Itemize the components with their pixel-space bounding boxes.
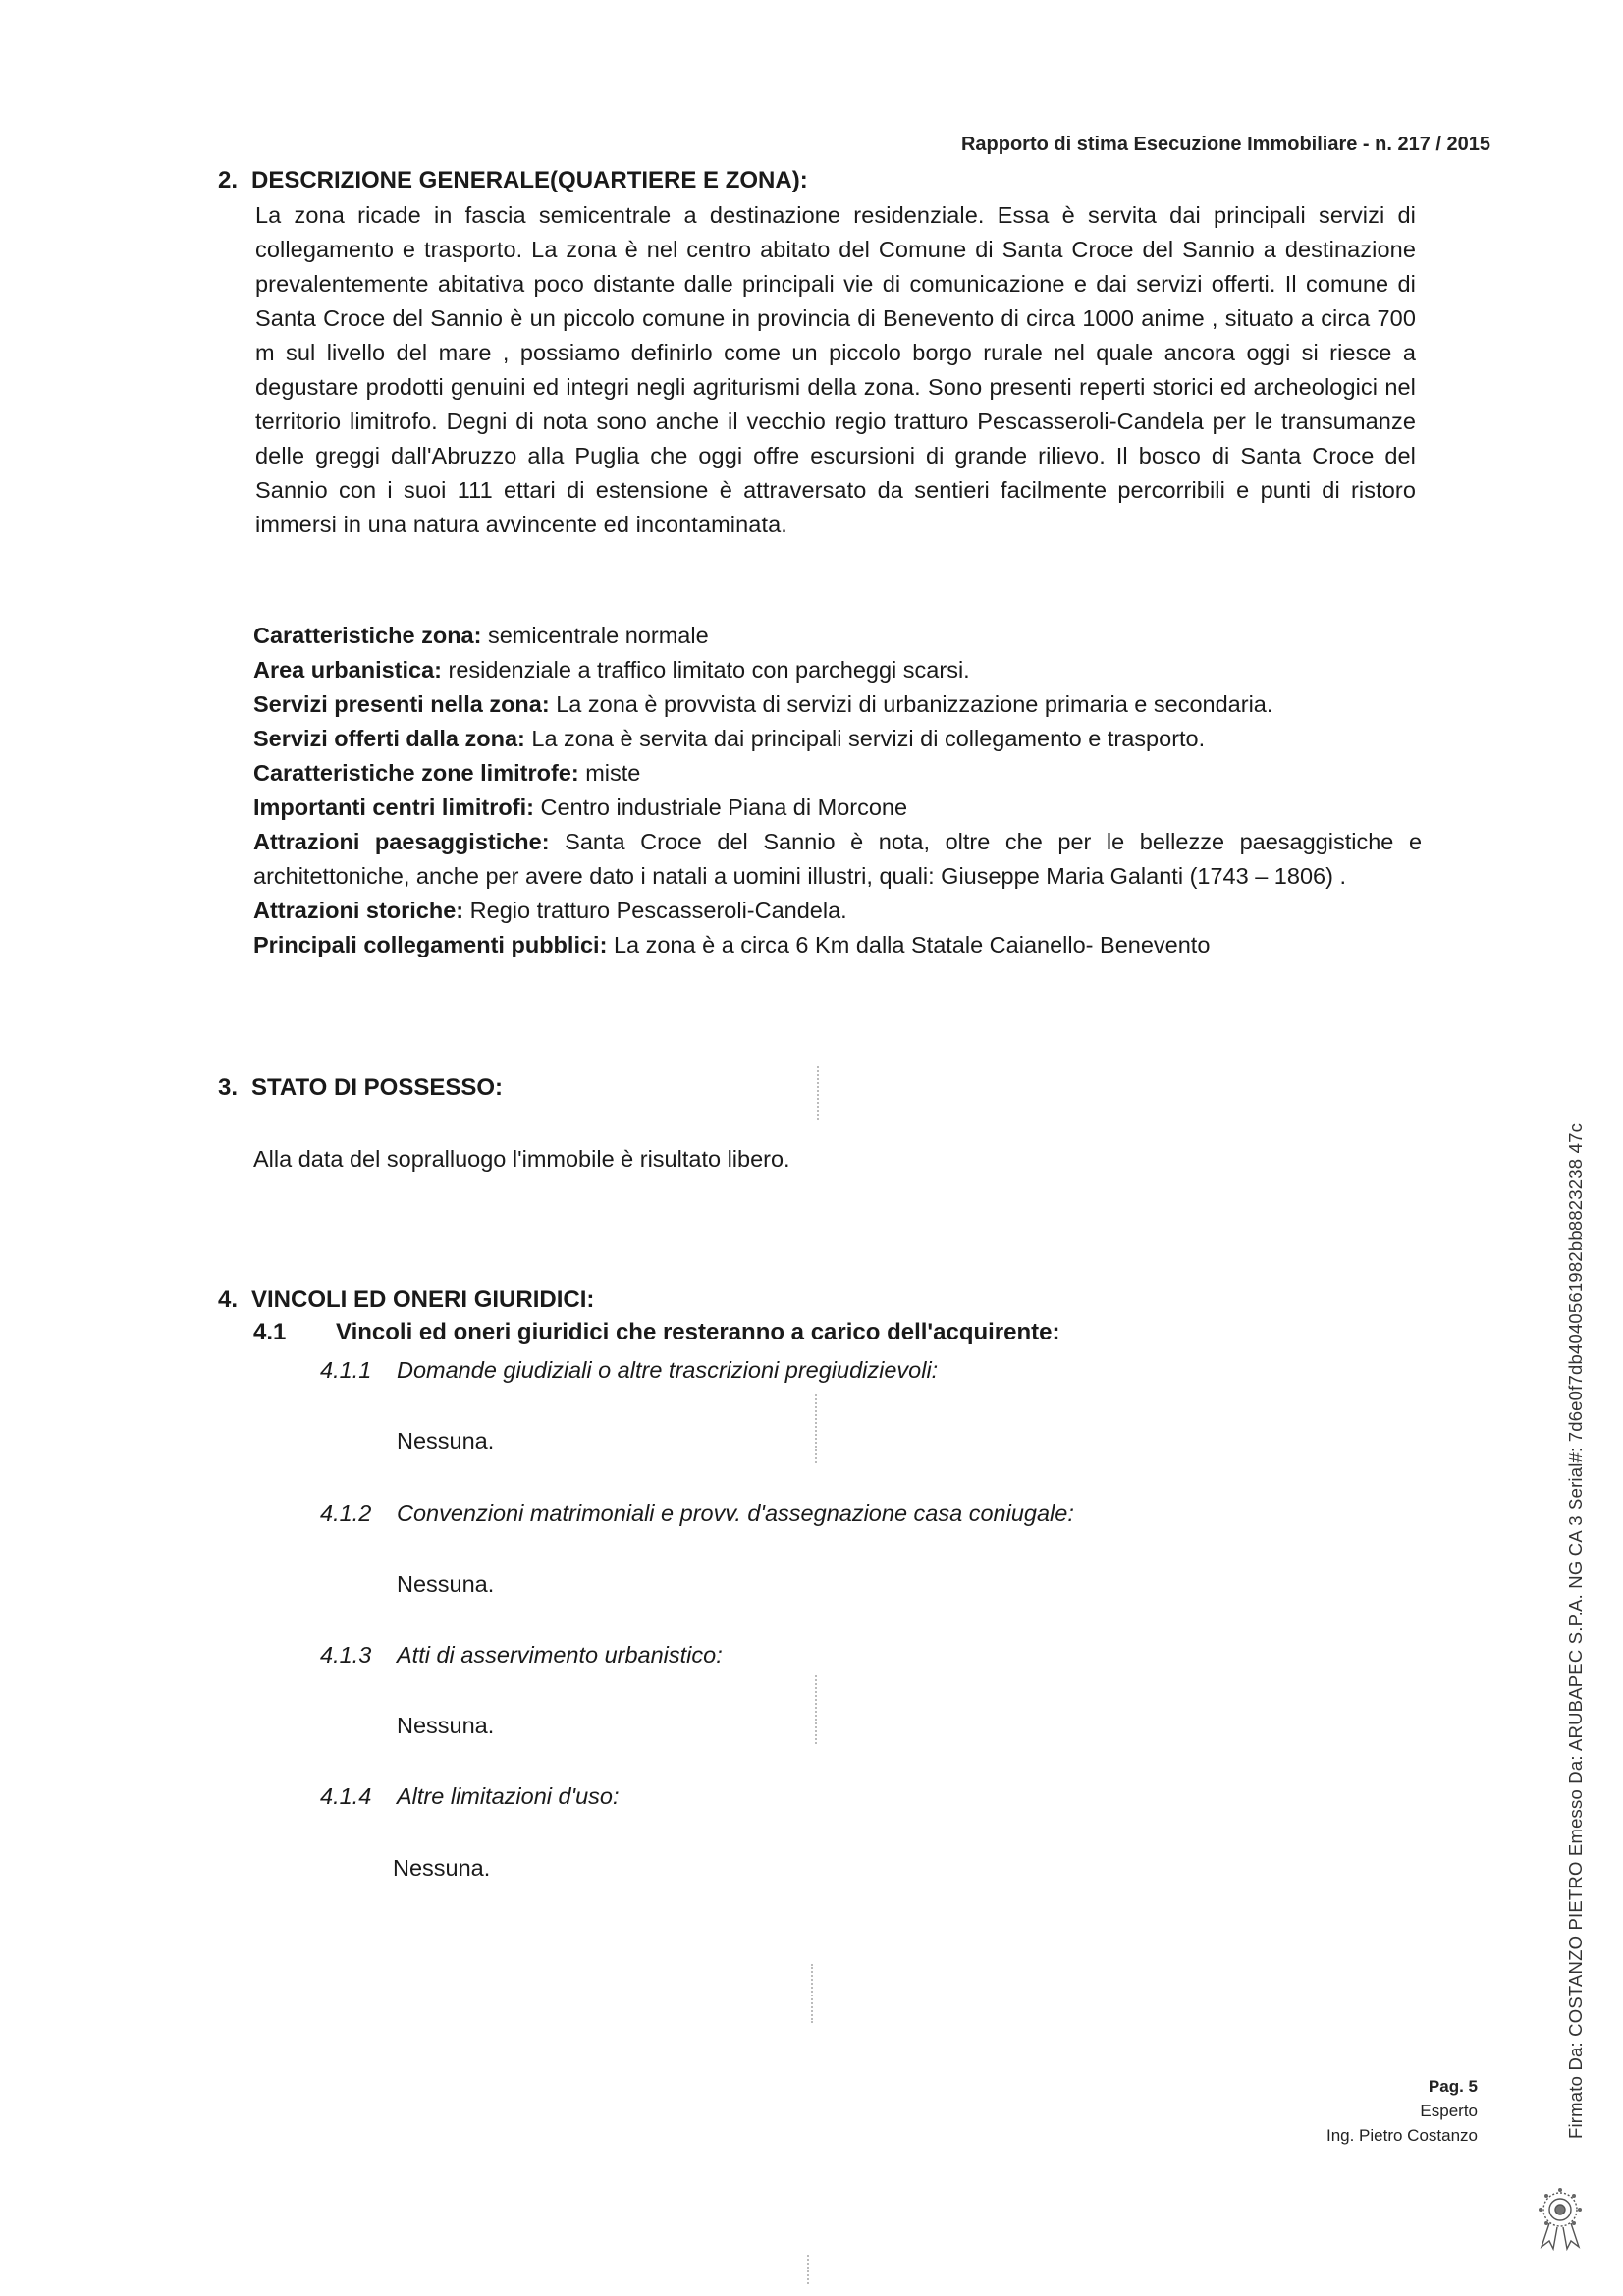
scan-artifact: [815, 1394, 817, 1463]
feature-value: Centro industriale Piana di Morcone: [540, 794, 908, 820]
feature-value: La zona è provvista di servizi di urbanizzazione primaria e secondaria.: [556, 691, 1273, 717]
scan-artifact: [811, 1964, 813, 2023]
feature-label: Attrazioni storiche:: [253, 898, 464, 923]
scan-artifact: [815, 1675, 817, 1744]
scan-artifact: [817, 1066, 819, 1120]
clause-number: 4.1.2: [320, 1501, 372, 1526]
feature-label: Principali collegamenti pubblici:: [253, 932, 608, 957]
clause-4-1-1: [320, 1353, 938, 1388]
seal-icon: [1530, 2182, 1591, 2251]
section-2-heading: [218, 167, 808, 194]
clause-title: Atti di asservimento urbanistico:: [397, 1642, 723, 1667]
feature-label: Caratteristiche zone limitrofe:: [253, 760, 579, 786]
clause-value: Nessuna.: [393, 1855, 491, 1881]
feature-label: Attrazioni paesaggistiche:: [253, 829, 550, 854]
feature-value: La zona è servita dai principali servizi di collegamento e trasporto.: [531, 726, 1206, 751]
feature-value: La zona è a circa 6 Km dalla Statale Caianello- Benevento: [613, 932, 1211, 957]
feature-value: residenziale a traffico limitato con parcheggi scarsi.: [448, 657, 970, 683]
feature-row: [253, 722, 1422, 756]
clause-title: Domande giudiziali o altre trascrizioni pregiudizievoli:: [397, 1357, 939, 1383]
feature-value: miste: [585, 760, 641, 786]
clause-4-1-2: [320, 1497, 1074, 1531]
feature-row: [253, 653, 1422, 687]
section-2-title: DESCRIZIONE GENERALE(QUARTIERE E ZONA):: [251, 167, 808, 193]
possession-status-text: Alla data del sopralluogo l'immobile è risultato libero.: [253, 1146, 790, 1172]
footer-name: Ing. Pietro Costanzo: [1325, 2126, 1478, 2145]
clause-4-1-4: [320, 1779, 620, 1814]
clause-number: 4.1.1: [320, 1357, 372, 1383]
feature-row: [253, 791, 1422, 825]
section-4-number: 4.: [218, 1286, 239, 1313]
clause-title: Convenzioni matrimoniali e provv. d'assegnazione casa coniugale:: [397, 1501, 1074, 1526]
clause-number: 4.1.3: [320, 1642, 372, 1667]
feature-row: [253, 825, 1422, 894]
digital-signature-stamp: Firmato Da: COSTANZO PIETRO Emesso Da: ARUBAPEC S.P.A. NG CA 3 Serial#: 7d6e0f7db4040561982bb8823238 47c: [1565, 1122, 1586, 2139]
feature-label: Servizi presenti nella zona:: [253, 691, 550, 717]
subsection-4-1-heading: [253, 1319, 1059, 1346]
feature-value: Regio tratturo Pescasseroli-Candela.: [469, 898, 847, 923]
clause-value: Nessuna.: [397, 1428, 495, 1453]
report-header: Rapporto di stima Esecuzione Immobiliare - n. 217 / 2015: [960, 134, 1490, 155]
footer-role: Esperto: [1420, 2102, 1478, 2120]
clause-4-1-3: [320, 1638, 723, 1672]
zone-features-list: [253, 619, 1422, 962]
feature-value: Santa Croce del Sannio è nota, oltre che per le bellezze paesaggistiche e architettoniche, anche per avere dato i natali a uomini illustri, quali: Giuseppe Maria Galanti (1743 – 1806) .: [253, 829, 1423, 889]
feature-label: Importanti centri limitrofi:: [253, 794, 534, 820]
section-3-title: STATO DI POSSESSO:: [251, 1074, 504, 1101]
feature-label: Caratteristiche zona:: [253, 623, 482, 648]
feature-row: [253, 687, 1422, 722]
section-3-number: 3.: [218, 1074, 239, 1101]
feature-row: [253, 619, 1422, 653]
subsection-4-1-number: 4.1: [253, 1319, 287, 1345]
clause-number: 4.1.4: [320, 1783, 372, 1809]
page-number: Pag. 5: [1428, 2077, 1478, 2096]
section-3-heading: [218, 1074, 503, 1102]
scan-artifact: [807, 2255, 809, 2284]
feature-row: [253, 928, 1422, 962]
section-4-heading: [218, 1286, 594, 1314]
clause-title: Altre limitazioni d'uso:: [397, 1783, 620, 1809]
subsection-4-1-title: Vincoli ed oneri giuridici che resteranno a carico dell'acquirente:: [336, 1319, 1060, 1345]
section-2-number: 2.: [218, 167, 239, 193]
clause-value: Nessuna.: [397, 1571, 495, 1597]
feature-row: [253, 894, 1422, 928]
feature-label: Servizi offerti dalla zona:: [253, 726, 525, 751]
feature-row: [253, 756, 1422, 791]
section-2-paragraph: La zona ricade in fascia semicentrale a destinazione residenziale. Essa è servita dai principali servizi di collegamento e trasporto. La zona è nel centro abitato del Comune di Santa Croce del Sannio a destinazione prevalentemente abitativa poco distante dalle principali vie di comunicazione e dai servizi offerti. Il comune di Santa Croce del Sannio è un piccolo comune in provincia di Benevento di circa 1000 anime , situato a circa 700 m sul livello del mare , possiamo definirlo come un piccolo borgo rurale nel quale ancora oggi si riesce a degustare prodotti genuini ed integri negli agriturismi della zona. Sono presenti reperti storici ed archeologici nel territorio limitrofo. Degni di nota sono anche il vecchio regio tratturo Pescasseroli-Candela per le transumanze delle greggi dall'Abruzzo alla Puglia che oggi offre escursioni di grande rilievo. Il bosco di Santa Croce del Sannio con i suoi 111 ettari di estensione è attraversato da sentieri facilmente percorribili e punti di ristoro immersi in una natura avvincente ed incontaminata.: [255, 202, 1416, 537]
feature-value: semicentrale normale: [487, 623, 709, 648]
feature-label: Area urbanistica:: [253, 657, 442, 683]
page-footer: [1276, 2074, 1478, 2148]
section-4-title: VINCOLI ED ONERI GIURIDICI:: [251, 1286, 595, 1313]
clause-value: Nessuna.: [397, 1713, 495, 1738]
